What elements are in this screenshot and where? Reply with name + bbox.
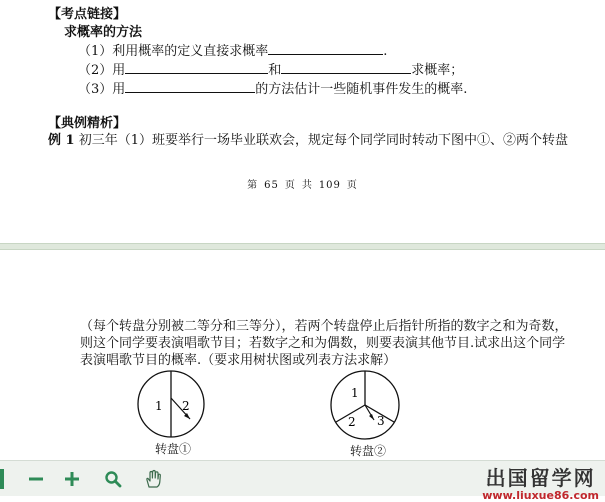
spinner-2 bbox=[328, 368, 402, 442]
zoom-out-button[interactable] bbox=[24, 467, 48, 491]
document-page-top bbox=[0, 0, 605, 243]
footer-gong: 共 bbox=[301, 180, 313, 191]
spinner-2-caption: 转盘② bbox=[350, 444, 387, 458]
item-2-mid: 和 bbox=[268, 63, 282, 78]
blank-2b bbox=[281, 61, 411, 74]
hand-icon bbox=[143, 469, 163, 489]
pan-tool-button[interactable] bbox=[141, 467, 165, 491]
spinner-2-num-3: 3 bbox=[377, 414, 385, 428]
footer-page-number: 65 bbox=[264, 180, 279, 191]
item-2-prefix: （2）用 bbox=[78, 63, 126, 78]
spinner-2-num-1: 1 bbox=[351, 386, 359, 400]
toolbar-edge-handle bbox=[0, 469, 4, 489]
blank-1 bbox=[268, 42, 383, 55]
item-3-suffix: 的方法估计一些随机事件发生的概率. bbox=[255, 82, 468, 97]
item-1 bbox=[78, 42, 387, 60]
spinner-1-num-1: 1 bbox=[155, 399, 163, 413]
footer-ye2: 页 bbox=[346, 180, 358, 191]
footer-total-pages: 109 bbox=[318, 180, 341, 191]
document-page-bottom bbox=[0, 250, 605, 460]
item-2 bbox=[78, 61, 463, 79]
minus-icon bbox=[27, 470, 45, 488]
watermark-url: www.liuxue86.com bbox=[482, 489, 599, 502]
watermark-title: 出国留学网 bbox=[485, 466, 596, 490]
problem-line-1: （每个转盘分别被二等分和三等分），若两个转盘停止后指针所指的数字之和为奇数， bbox=[80, 319, 568, 334]
kaodian-heading: 【考点链接】 bbox=[48, 7, 127, 22]
spinner-2-num-2: 2 bbox=[348, 415, 356, 429]
plus-icon bbox=[63, 470, 81, 488]
item-2-suffix: 求概率； bbox=[411, 63, 464, 78]
page-footer bbox=[0, 176, 605, 191]
example-label: 例 1 bbox=[48, 133, 75, 148]
problem-line-2: 则这个同学要表演唱歌节目；若数字之和为偶数，则要表演其他节目.试求出这个同学 bbox=[80, 336, 566, 351]
footer-ye: 页 bbox=[284, 180, 296, 191]
method-subheading: 求概率的方法 bbox=[64, 25, 143, 40]
example-1 bbox=[48, 133, 568, 149]
dianli-heading: 【典例精析】 bbox=[48, 116, 127, 131]
blank-2a bbox=[125, 61, 268, 74]
spinner-1-num-2: 2 bbox=[182, 399, 190, 413]
item-3 bbox=[78, 80, 467, 98]
item-1-suffix: . bbox=[383, 44, 388, 59]
example-text: 初三年（1）班要举行一场毕业联欢会，规定每个同学同时转动下图中①、②两个转盘 bbox=[78, 133, 568, 148]
site-watermark bbox=[482, 462, 599, 502]
spinner-1 bbox=[135, 368, 207, 440]
spinner-1-caption: 转盘① bbox=[155, 442, 192, 456]
search-icon bbox=[104, 470, 122, 488]
zoom-in-button[interactable] bbox=[60, 467, 84, 491]
item-1-prefix: （1）利用概率的定义直接求概率 bbox=[78, 44, 269, 59]
page-separator bbox=[0, 243, 605, 250]
blank-3 bbox=[125, 80, 255, 93]
item-3-prefix: （3）用 bbox=[78, 82, 126, 97]
search-button[interactable] bbox=[101, 467, 125, 491]
problem-line-3: 表演唱歌节目的概率.（要求用树状图或列表方法求解） bbox=[80, 353, 397, 368]
footer-di: 第 bbox=[247, 180, 259, 191]
